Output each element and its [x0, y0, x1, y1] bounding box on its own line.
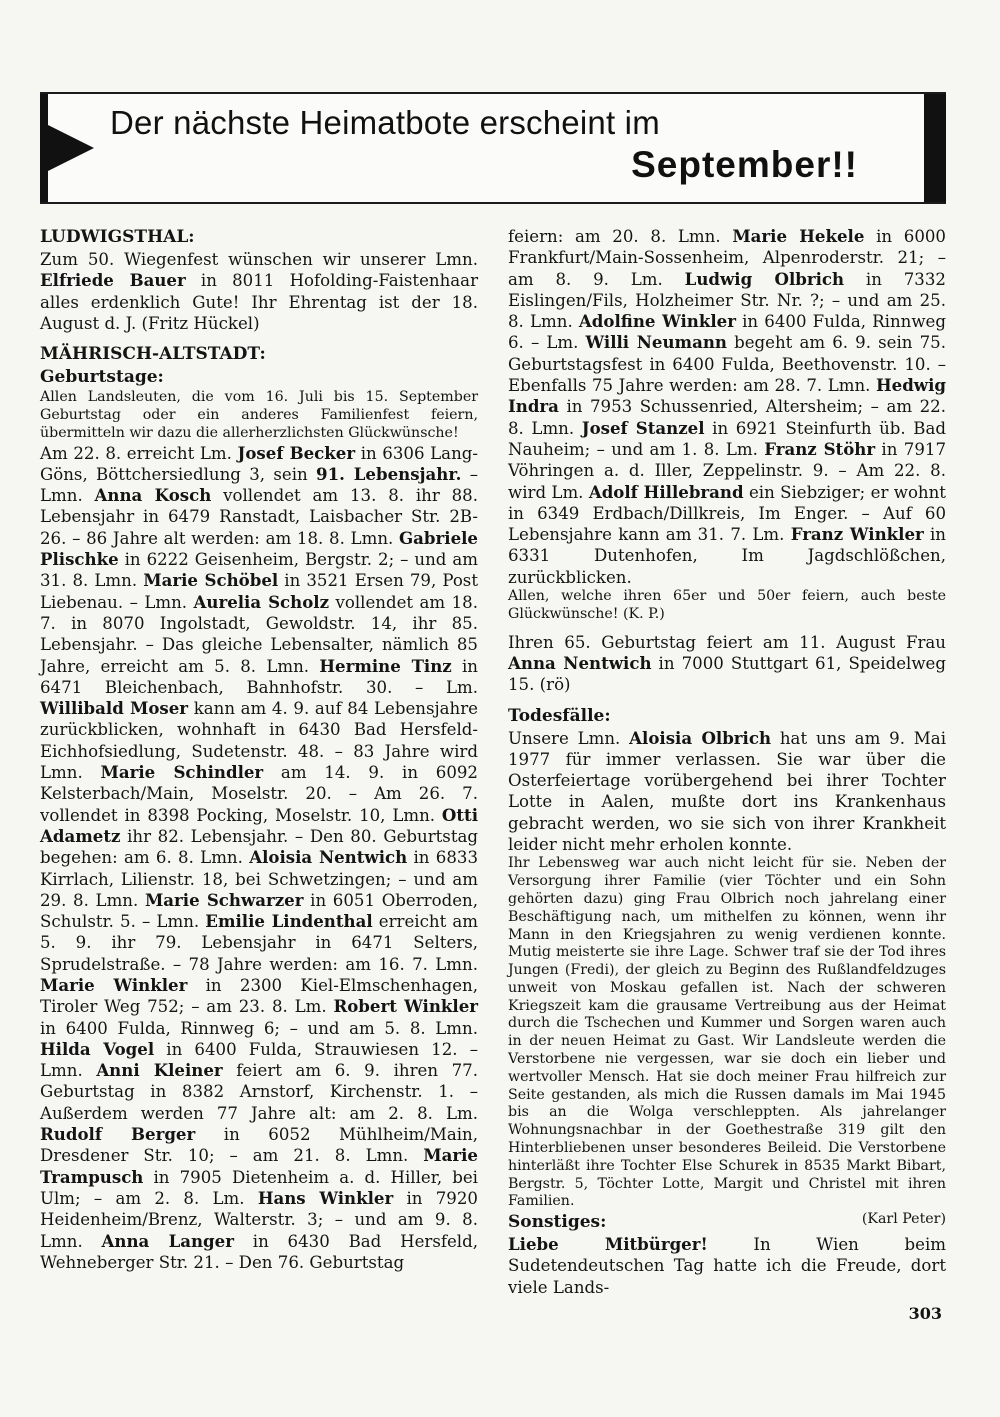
person-name: Hedwig Indra [508, 375, 946, 417]
birthday-list-continued: feiern: am 20. 8. Lmn. Marie Hekele in 6000 Frankfurt/Main-Sossenheim, Alpenroderstr. 21; – am 8. 9. Lm. Ludwig Olbrich in 7332 Eislingen/Fils, Holzheimer Str. Nr. ?; – und am 25. 8. Lmn. Adolfine Winkler in 6400 Fulda, Rinnweg 6. – Lm. Willi Neumann begeht am 6. 9. sein 75. Geburtstagsfest in 6400 Fulda, Beethovenstr. 10. – Ebenfalls 75 Jahre werden: am 28. 7. Lmn. Hedwig Indra in 7953 Schussenried, Altersheim; – am 22. 8. Lmn. Josef Stanzel in 6921 Steinfurth üb. Bad Nauheim; – und am 1. 8. Lm. Franz Stöhr in 7917 Vöhringen a. d. Iller, Zeppelinstr. 9. – Am 22. 8. wird Lm. Adolf Hillebrand ein Siebziger; er wohnt in 6349 Erdbach/Dillkreis, Im Enger. – Auf 60 Lebensjahre kann am 31. 7. Lm. Franz Winkler in 6331 Dutenhofen, Im Jagdschlößchen, zurückblicken. [508, 226, 946, 587]
person-name: Willibald Moser [40, 698, 189, 719]
person-name: Franz Winkler [790, 524, 924, 545]
person-name: Otti Adametz [40, 804, 478, 846]
ludwigsthal-text: Zum 50. Wiegenfest wünschen wir unserer Lmn. Elfriede Bauer in 8011 Hofolding-Faistenhaar alles erdenklich Gute! Ihr Ehrentag ist der 18. August d. J. (Fritz Hückel) [40, 250, 478, 333]
person-name: Marie Schindler [100, 762, 264, 783]
person-name: Hilda Vogel [40, 1038, 155, 1059]
person-name: Hans Winkler [257, 1187, 394, 1208]
banner-line-1: Der nächste Heimatbote erscheint im [110, 104, 660, 141]
banner-arrow-icon [40, 121, 94, 175]
birthday-list: Am 22. 8. erreicht Lm. Josef Becker in 6306 Lang-Göns, Böttchersiedlung 3, sein 91. Lebensjahr. – Lmn. Anna Kosch vollendet am 13. 8. ihr 88. Lebensjahr in 6479 Ranstadt, Laisbacher Str. 2B-26. – 86 Jahre alt werden: am 18. 8. Lmn. Gabriele Plischke in 6222 Geisenheim, Bergstr. 2; – und am 31. 8. Lmn. Marie Schöbel in 3521 Ersen 79, Post Liebenau. – Lmn. Aurelia Scholz vollendet am 18. 7. in 8070 Ingolstadt, Gewoldstr. 14, ihr 85. Lebensjahr. – Das gleiche Lebensalter, nämlich 85 Jahre, erreicht am 5. 8. Lmn. Hermine Tinz in 6471 Bleichenbach, Bahnhofstr. 30. – Lm. Willibald Moser kann am 4. 9. auf 84 Lebensjahre zurückblicken, wohnhaft in 6430 Bad Hersfeld-Eichhofsiedlung, Sudetenstr. 48. – 83 Jahre wird Lmn. Marie Schindler am 14. 9. in 6092 Kelsterbach/Main, Moselstr. 20. – Am 26. 7. vollendet in 8398 Pocking, Moselstr. 10, Lmn. Otti Adametz ihr 82. Lebensjahr. – Den 80. Geburtstag begehen: am 6. 8. Lmn. Aloisia Nentwich in 6833 Kirrlach, Lilienstr. 18, bei Schwetzingen; – und am 29. 8. Lmn. Marie Schwarzer in 6051 Oberroden, Schulstr. 5. – Lmn. Emilie Lindenthal erreicht am 5. 9. ihr 79. Lebensjahr in 6471 Selters, Sprudelstraße. – 78 Jahre werden: am 16. 7. Lmn. Marie Winkler in 2300 Kiel-Elmschenhagen, Tiroler Weg 752; – am 23. 8. Lm. Robert Winkler in 6400 Fulda, Rinnweg 6; – und am 5. 8. Lmn. Hilda Vogel in 6400 Fulda, Strauwiesen 12. – Lmn. Anni Kleiner feiert am 6. 9. ihren 77. Geburtstag in 8382 Arnstorf, Kirchenstr. 1. – Außerdem werden 77 Jahre alt: am 2. 8. Lm. Rudolf Berger in 6052 Mühlheim/Main, Dresdener Str. 10; – am 21. 8. Lmn. Marie Trampusch in 7905 Dietenheim a. d. Hiller, bei Ulm; – am 2. 8. Lm. Hans Winkler in 7920 Heidenheim/Brenz, Walterstr. 3; – und am 9. 8. Lmn. Anna Langer in 6430 Bad Hersfeld, Wehneberger Str. 21. – Den 76. Geburtstag [40, 442, 479, 1272]
person-name: 91. Lebensjahr. [316, 463, 462, 484]
obituary-text: Unsere Lmn. Aloisia Olbrich hat uns am 9. Mai 1977 für immer verlassen. Sie war über die Osterfeiertage vorübergehend bei ihrer Tochter Lotte in Aalen, mußte dort ins Krankenhaus gebracht werden, wo sie sich von ihrer Krankheit leider nicht mehr erholen konnte. [508, 727, 946, 855]
person-name: Robert Winkler [333, 996, 478, 1017]
obituary-signature: (Karl Peter) [861, 1211, 946, 1228]
person-name: Aloisia Nentwich [249, 847, 408, 868]
right-column [508, 226, 946, 1298]
person-name: Emilie Lindenthal [205, 911, 373, 932]
person-name: Franz Stöhr [764, 438, 876, 459]
person-name: Elfriede Bauer [40, 270, 186, 291]
person-name: Anna Langer [101, 1230, 234, 1251]
person-name: Josef Becker [237, 442, 356, 463]
sonstiges-text: Liebe Mitbürger! In Wien beim Sudetendeutschen Tag hatte ich die Freude, dort viele Lands- [508, 1234, 946, 1297]
obituary-detail: Ihr Lebensweg war auch nicht leicht für sie. Neben der Versorgung ihrer Familie (vier Töchter und ein Sohn gehörten dazu) ging Frau Olbrich noch jahrelang einer Beschäftigung nach, um mithelfen zu können, wenn ihr Mann in den Kriegsjahren zu wenig verdienen konnte. Mutig meisterte sie ihre Lage. Schwer traf sie der Tod ihres Jungen (Fredi), der gleich zu Beginn des Rußlandfeldzuges unweit von Moskau gefallen ist. Nach der schweren Kriegszeit kam die grausame Vertreibung aus der Heimat durch die Tschechen und Kummer und Sorgen waren auch in der neuen Heimat zu Gast. Wir Landsleute werden die Verstorbene nie vergessen, war sie doch ein lieber und wertvoller Mensch. Hat sie doch meiner Frau hilfreich zur Seite gestanden, als mich die Russen damals im Mai 1945 bis an die Wolga verschleppten. Als jahrelanger Wohnungsnachbar in der Goethestraße 319 gilt den Hinterbliebenen unser besonderes Beileid. Die Verstorbene hinterläßt ihre Tochter Else Schurek in 8535 Markt Bibart, Bergstr. 5, Töchter Lotte, Margit und Christel mit ihren Familien. [508, 855, 946, 1210]
person-name: Aloisia Olbrich [629, 727, 772, 748]
person-name: Marie Hekele [732, 226, 865, 246]
person-name: Josef Stanzel [581, 417, 705, 438]
subheading-sonstiges: Sonstiges: [508, 1212, 607, 1233]
person-name: Willi Neumann [585, 332, 727, 353]
birthday-intro: Allen Landsleuten, die vom 16. Juli bis 15. September Geburtstag oder ein anderes Familienfest feiern, übermitteln wir dazu die allerherzlichsten Glückwünsche! [40, 389, 478, 441]
left-column [40, 226, 478, 1273]
person-name: Marie Trampusch [40, 1145, 478, 1187]
nentwich-birthday: Ihren 65. Geburtstag feiert am 11. August Frau Anna Nentwich in 7000 Stuttgart 61, Speidelweg 15. (rö) [508, 632, 946, 695]
subheading-geburtstage: Geburtstage: [40, 367, 164, 388]
banner-right-bar [924, 94, 946, 202]
section-heading-ludwigsthal: LUDWIGSTHAL: [40, 227, 195, 247]
section-heading-altstadt: MÄHRISCH-ALTSTADT: [40, 344, 266, 365]
page-number: 303 [908, 1304, 942, 1323]
person-name: Gabriele Plischke [40, 527, 478, 570]
person-name: Adolfine Winkler [578, 311, 736, 332]
person-name: Aurelia Scholz [193, 591, 330, 612]
person-name: Anni Kleiner [96, 1060, 223, 1081]
person-name: Marie Winkler [40, 975, 188, 995]
person-name: Hermine Tinz [319, 655, 452, 676]
person-name: Anna Nentwich [508, 652, 652, 673]
subheading-todesfaelle: Todesfälle: [508, 705, 611, 726]
person-name: Marie Schöbel [143, 570, 279, 591]
person-name: Rudolf Berger [40, 1124, 196, 1145]
person-name: Anna Kosch [94, 485, 212, 506]
person-name: Liebe Mitbürger! [508, 1234, 708, 1255]
banner-line-2: September!! [631, 144, 858, 185]
person-name: Ludwig Olbrich [684, 268, 845, 289]
person-name: Adolf Hillebrand [588, 481, 744, 502]
person-name: Marie Schwarzer [144, 889, 304, 910]
announcement-banner [40, 92, 946, 204]
birthday-wish: Allen, welche ihren 65er und 50er feiern, auch beste Glückwünsche! (K. P.) [508, 588, 946, 622]
